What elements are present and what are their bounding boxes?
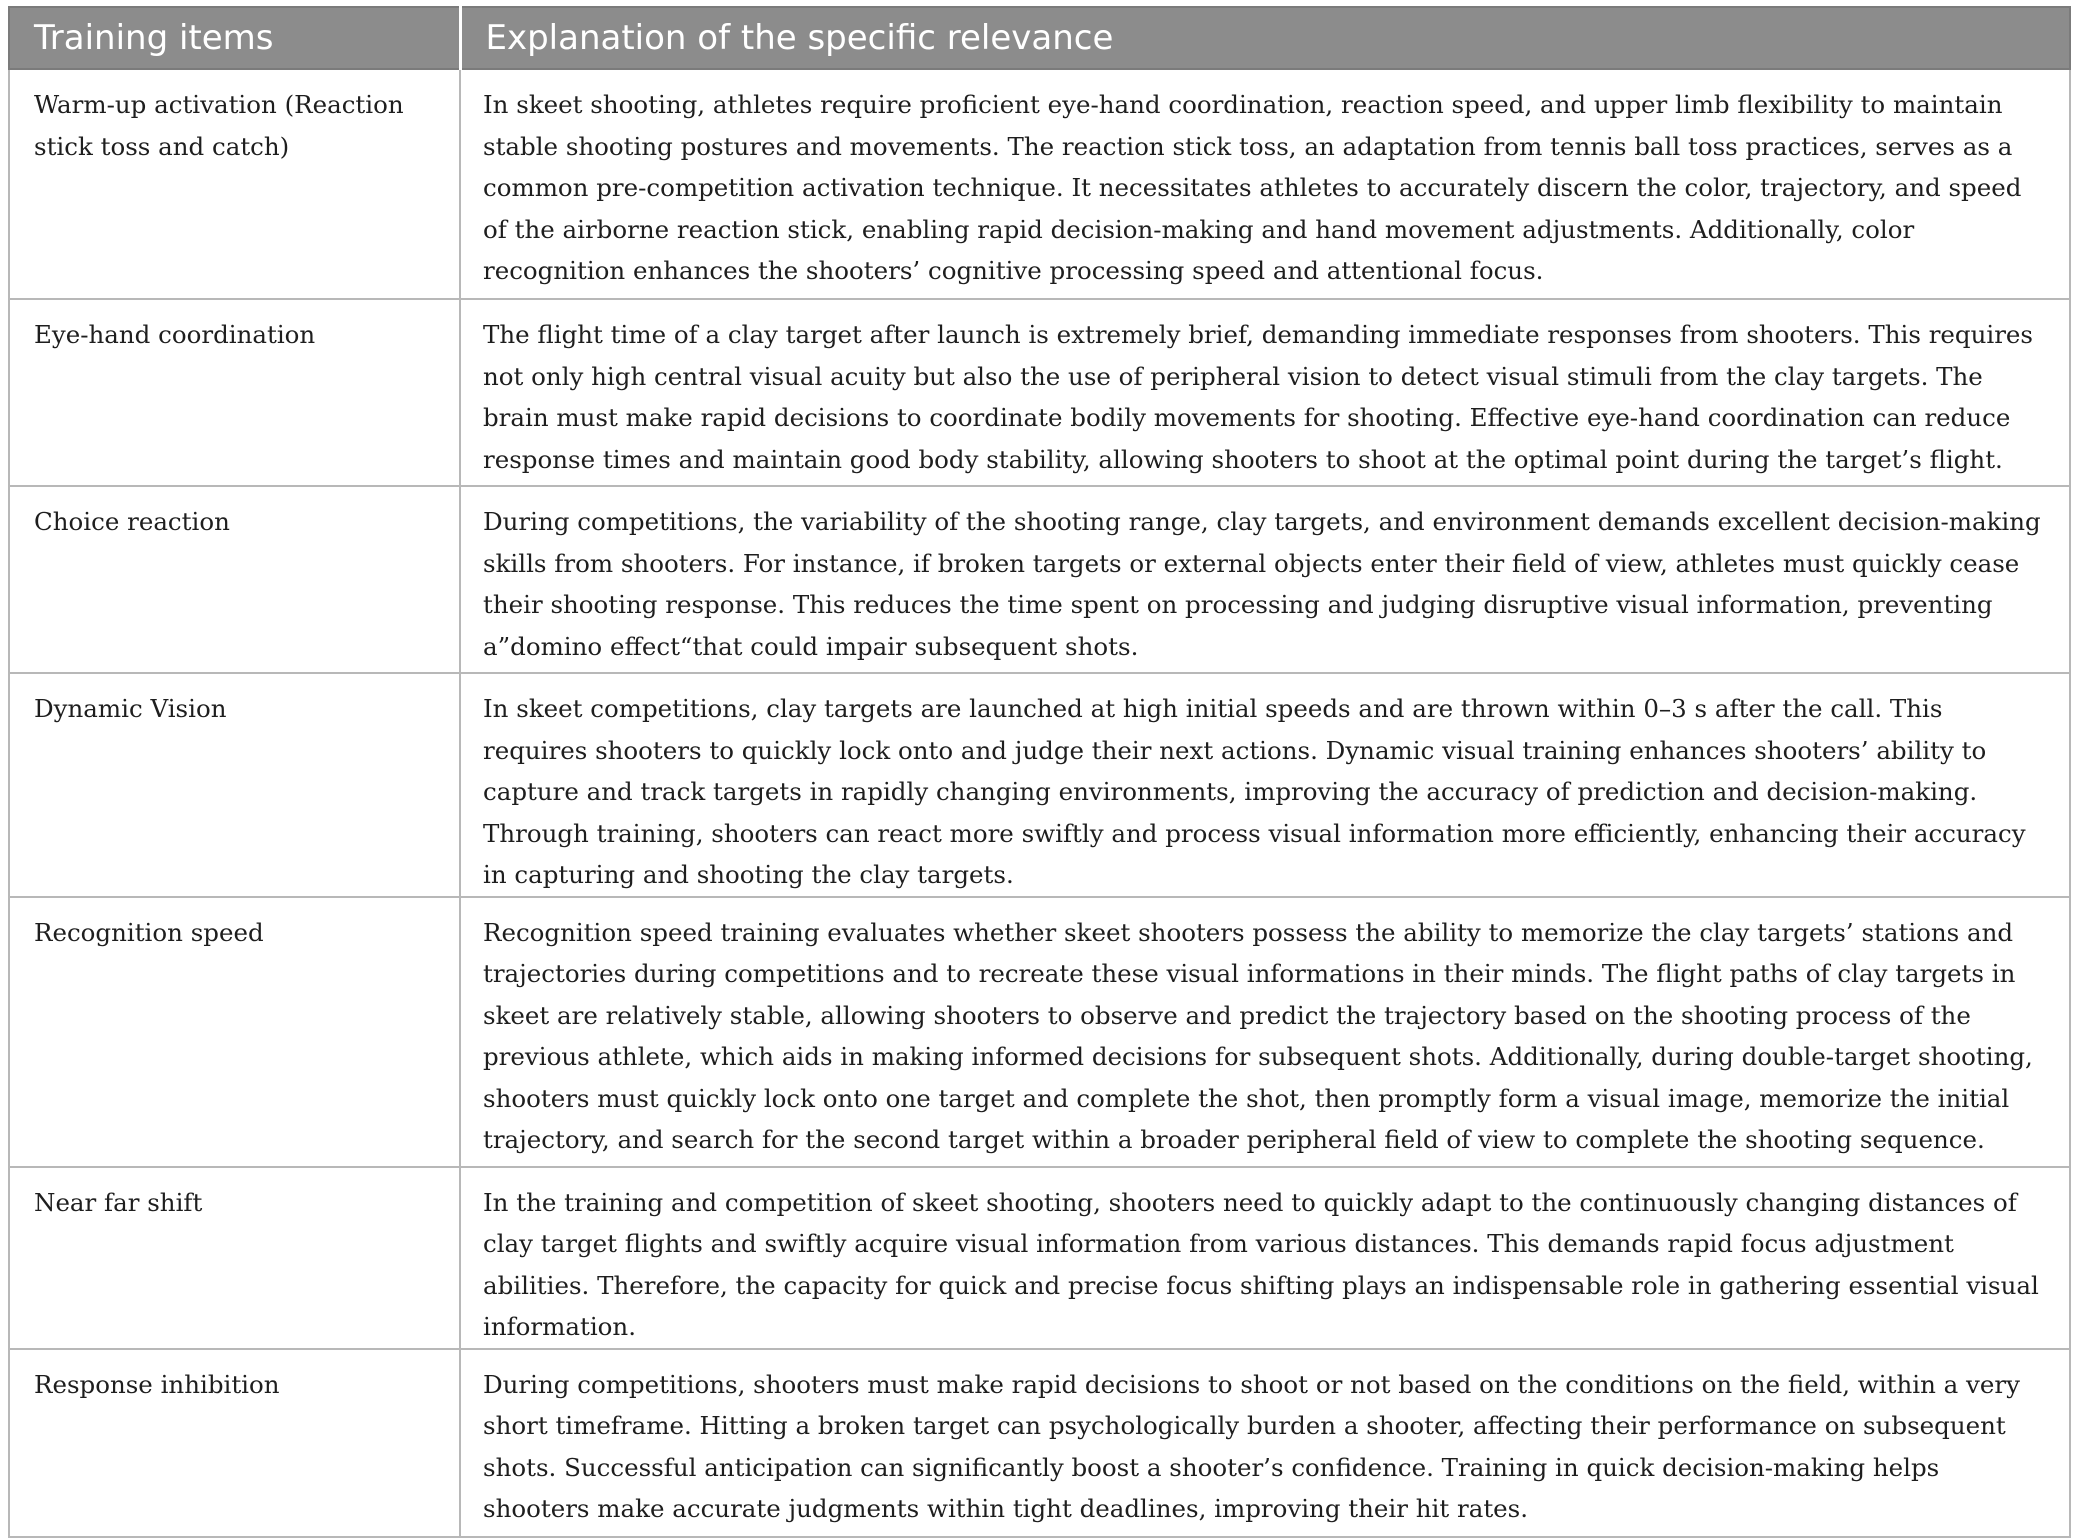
table-row	[9, 1349, 2070, 1537]
header-training-items: Training items	[9, 7, 460, 69]
header-explanation: Explanation of the specific relevance	[460, 7, 2070, 69]
training-items-table	[8, 6, 2071, 1538]
table-row	[9, 486, 2070, 673]
explanation-cell: During competitions, the variability of the shooting range, clay targets, and environment demands excellent decision-making skills from shooters. For instance, if broken targets or external objects enter their field of view, athletes must quickly cease their shooting response. This reduces the time spent on processing and judging disruptive visual information, preventing a”domino effect“that could impair subsequent shots.	[460, 486, 2070, 673]
training-item-cell: Choice reaction	[9, 486, 460, 673]
table-header-row	[9, 7, 2070, 69]
explanation-cell: Recognition speed training evaluates whether skeet shooters possess the ability to memorize the clay targets’ stations and trajectories during competitions and to recreate these visual informations in their minds. The flight paths of clay targets in skeet are relatively stable, allowing shooters to observe and predict the trajectory based on the shooting process of the previous athlete, which aids in making informed decisions for subsequent shots. Additionally, during double-target shooting, shooters must quickly lock onto one target and complete the shot, then promptly form a visual image, memorize the initial trajectory, and search for the second target within a broader peripheral field of view to complete the shooting sequence.	[460, 897, 2070, 1167]
training-item-cell: Near far shift	[9, 1167, 460, 1349]
table-row	[9, 1167, 2070, 1349]
training-item-cell: Response inhibition	[9, 1349, 460, 1537]
table-row	[9, 673, 2070, 897]
table-row	[9, 69, 2070, 299]
training-item-cell: Dynamic Vision	[9, 673, 460, 897]
table-row	[9, 299, 2070, 486]
explanation-cell: During competitions, shooters must make rapid decisions to shoot or not based on the conditions on the field, within a very short timeframe. Hitting a broken target can psychologically burden a shooter, affecting their performance on subsequent shots. Successful anticipation can significantly boost a shooter’s confidence. Training in quick decision-making helps shooters make accurate judgments within tight deadlines, improving their hit rates.	[460, 1349, 2070, 1537]
training-item-cell: Warm-up activation (Reaction stick toss and catch)	[9, 69, 460, 299]
table-row	[9, 897, 2070, 1167]
training-items-table-container	[8, 6, 2069, 1538]
training-item-cell: Recognition speed	[9, 897, 460, 1167]
explanation-cell: In skeet competitions, clay targets are launched at high initial speeds and are thrown within 0–3 s after the call. This requires shooters to quickly lock onto and judge their next actions. Dynamic visual training enhances shooters’ ability to capture and track targets in rapidly changing environments, improving the accuracy of prediction and decision-making. Through training, shooters can react more swiftly and process visual information more efficiently, enhancing their accuracy in capturing and shooting the clay targets.	[460, 673, 2070, 897]
explanation-cell: The flight time of a clay target after launch is extremely brief, demanding immediate responses from shooters. This requires not only high central visual acuity but also the use of peripheral vision to detect visual stimuli from the clay targets. The brain must make rapid decisions to coordinate bodily movements for shooting. Effective eye-hand coordination can reduce response times and maintain good body stability, allowing shooters to shoot at the optimal point during the target’s flight.	[460, 299, 2070, 486]
training-item-cell: Eye-hand coordination	[9, 299, 460, 486]
explanation-cell: In skeet shooting, athletes require proficient eye-hand coordination, reaction speed, and upper limb flexibility to maintain stable shooting postures and movements. The reaction stick toss, an adaptation from tennis ball toss practices, serves as a common pre-competition activation technique. It necessitates athletes to accurately discern the color, trajectory, and speed of the airborne reaction stick, enabling rapid decision-making and hand movement adjustments. Additionally, color recognition enhances the shooters’ cognitive processing speed and attentional focus.	[460, 69, 2070, 299]
explanation-cell: In the training and competition of skeet shooting, shooters need to quickly adapt to the continuously changing distances of clay target flights and swiftly acquire visual information from various distances. This demands rapid focus adjustment abilities. Therefore, the capacity for quick and precise focus shifting plays an indispensable role in gathering essential visual information.	[460, 1167, 2070, 1349]
